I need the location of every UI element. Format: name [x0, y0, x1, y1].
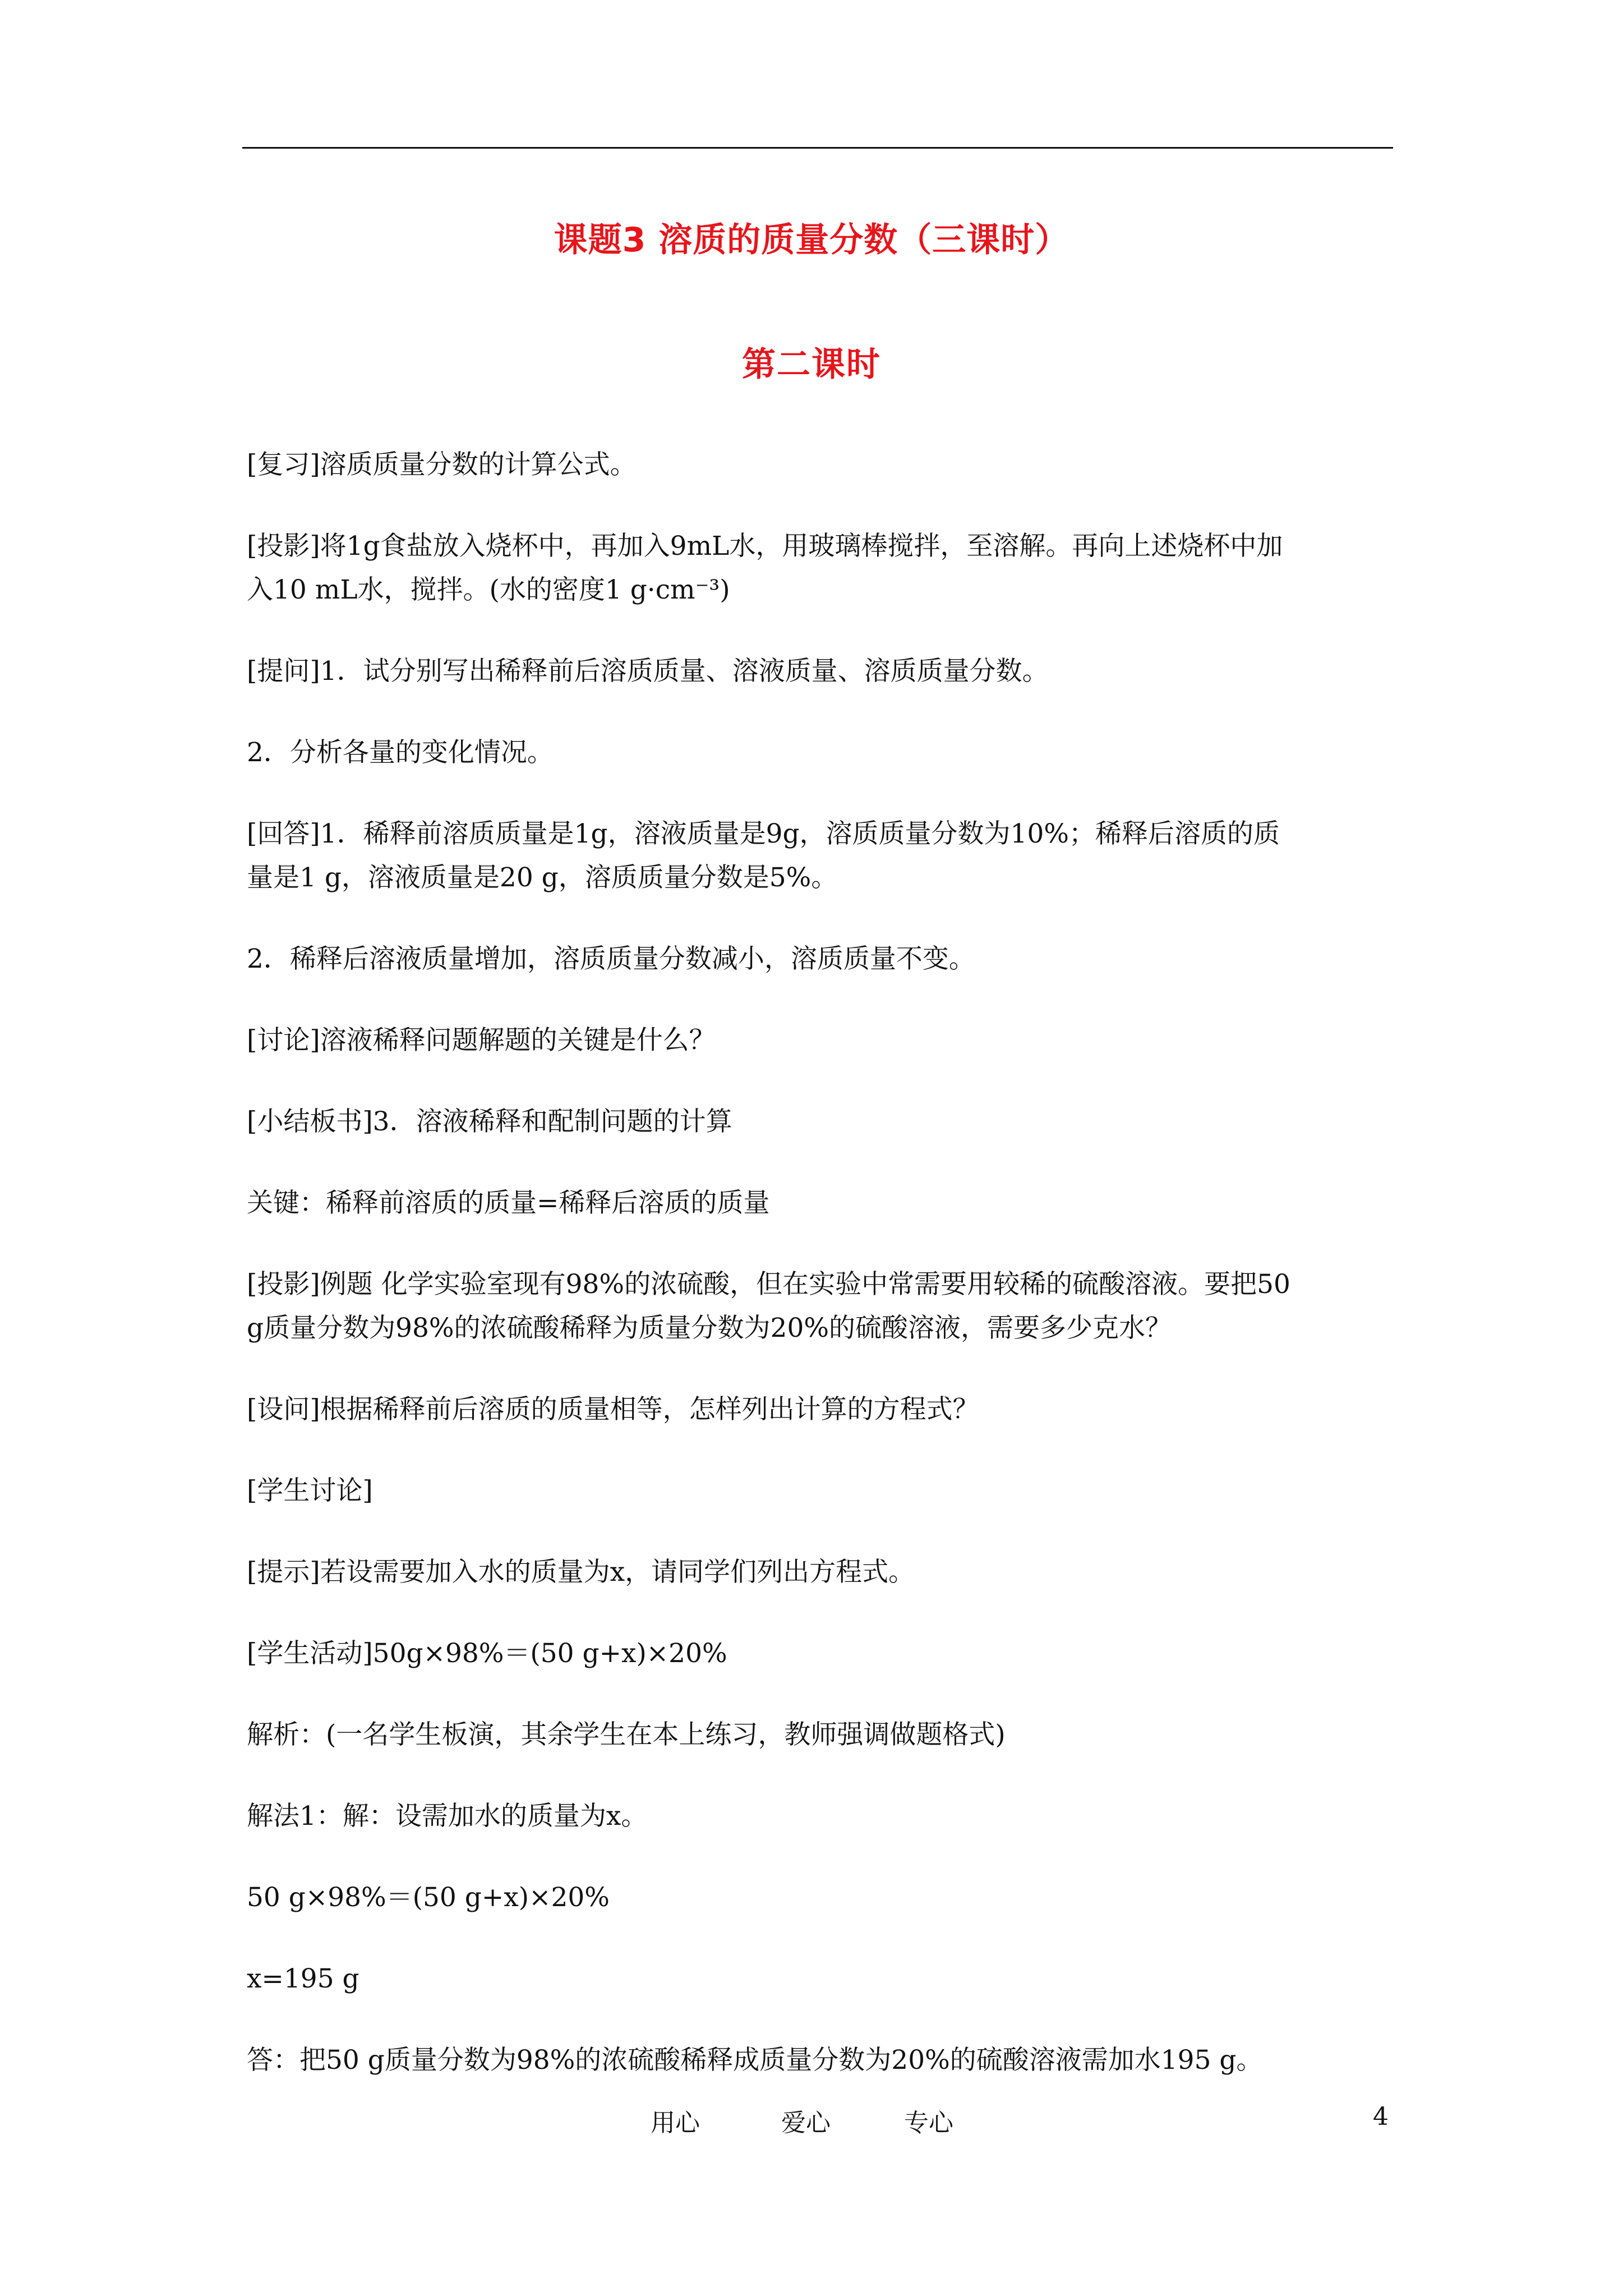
text-line: 量是1 g，溶液质量是20 g，溶质质量分数是5%。	[247, 862, 838, 893]
footer-motto-item: 专心	[904, 2109, 953, 2137]
paragraph	[247, 812, 1396, 900]
text-line: [提示]若设需要加入水的质量为x，请同学们列出方程式。	[247, 1557, 915, 1588]
text-line: 2．分析各量的变化情况。	[247, 737, 554, 768]
lesson-subtitle: 第二课时	[742, 345, 881, 384]
paragraph	[247, 1550, 1396, 1594]
paragraph	[247, 1388, 1396, 1432]
footer-motto-item: 用心	[651, 2109, 700, 2137]
page-footer	[0, 2102, 1623, 2136]
text-line: [投影]例题 化学实验室现有98%的浓硫酸，但在实验中常需要用较稀的硫酸溶液。要把50	[247, 1269, 1290, 1300]
text-line: [复习]溶质质量分数的计算公式。	[247, 449, 637, 480]
text-line: g质量分数为98%的浓硫酸稀释为质量分数为20%的硫酸溶液，需要多少克水？	[247, 1313, 1172, 1343]
document-title: 课题3 溶质的质量分数（三课时）	[554, 220, 1069, 260]
paragraph	[247, 1469, 1396, 1513]
paragraph	[247, 1957, 1396, 2001]
paragraph	[247, 443, 1396, 487]
footer-motto	[651, 2102, 953, 2138]
paragraph	[247, 937, 1396, 981]
paragraph	[247, 1181, 1396, 1225]
paragraph	[247, 1713, 1396, 1757]
text-line: 入10 mL水，搅拌。(水的密度1 g·cm⁻³)	[247, 574, 730, 605]
text-line: 关键：稀释前溶质的质量=稀释后溶质的质量	[247, 1188, 770, 1218]
text-line: 解法1：解：设需加水的质量为x。	[247, 1801, 648, 1832]
text-line: 答：把50 g质量分数为98%的浓硫酸稀释成质量分数为20%的硫酸溶液需加水195 g。	[247, 2045, 1263, 2076]
document-body	[247, 443, 1396, 2120]
paragraph	[247, 1632, 1396, 1676]
text-line: [提问]1．试分别写出稀释前后溶质质量、溶液质量、溶质质量分数。	[247, 656, 1049, 687]
text-line: [讨论]溶液稀释问题解题的关键是什么？	[247, 1025, 716, 1056]
text-line: [投影]将1g食盐放入烧杯中，再加入9mL水，用玻璃棒搅拌，至溶解。再向上述烧杯中加	[247, 531, 1283, 562]
paragraph	[247, 1019, 1396, 1062]
header-rule	[242, 147, 1393, 149]
text-line: 50 g×98%＝(50 g+x)×20%	[247, 1882, 610, 1913]
text-line: [学生讨论]	[247, 1475, 373, 1506]
text-line: [回答]1．稀释前溶质质量是1g，溶液质量是9g，溶质质量分数为10%；稀释后溶质的质	[247, 818, 1280, 849]
paragraph	[247, 1100, 1396, 1144]
text-line: 2．稀释后溶液质量增加，溶质质量分数减小，溶质质量不变。	[247, 944, 975, 974]
text-line: 解析：(一名学生板演，其余学生在本上练习，教师强调做题格式)	[247, 1719, 1006, 1750]
text-line: x=195 g	[247, 1963, 359, 1994]
paragraph	[247, 1263, 1396, 1350]
text-line: [设问]根据稀释前后溶质的质量相等，怎样列出计算的方程式？	[247, 1394, 979, 1425]
paragraph	[247, 1876, 1396, 1920]
text-line: [小结板书]3．溶液稀释和配制问题的计算	[247, 1106, 732, 1137]
paragraph	[247, 650, 1396, 693]
paragraph	[247, 731, 1396, 775]
page-number: 4	[1373, 2102, 1389, 2131]
footer-motto-item: 爱心	[781, 2109, 831, 2137]
text-line: [学生活动]50g×98%＝(50 g+x)×20%	[247, 1638, 727, 1669]
paragraph	[247, 2039, 1396, 2082]
paragraph	[247, 1795, 1396, 1838]
paragraph	[247, 524, 1396, 612]
